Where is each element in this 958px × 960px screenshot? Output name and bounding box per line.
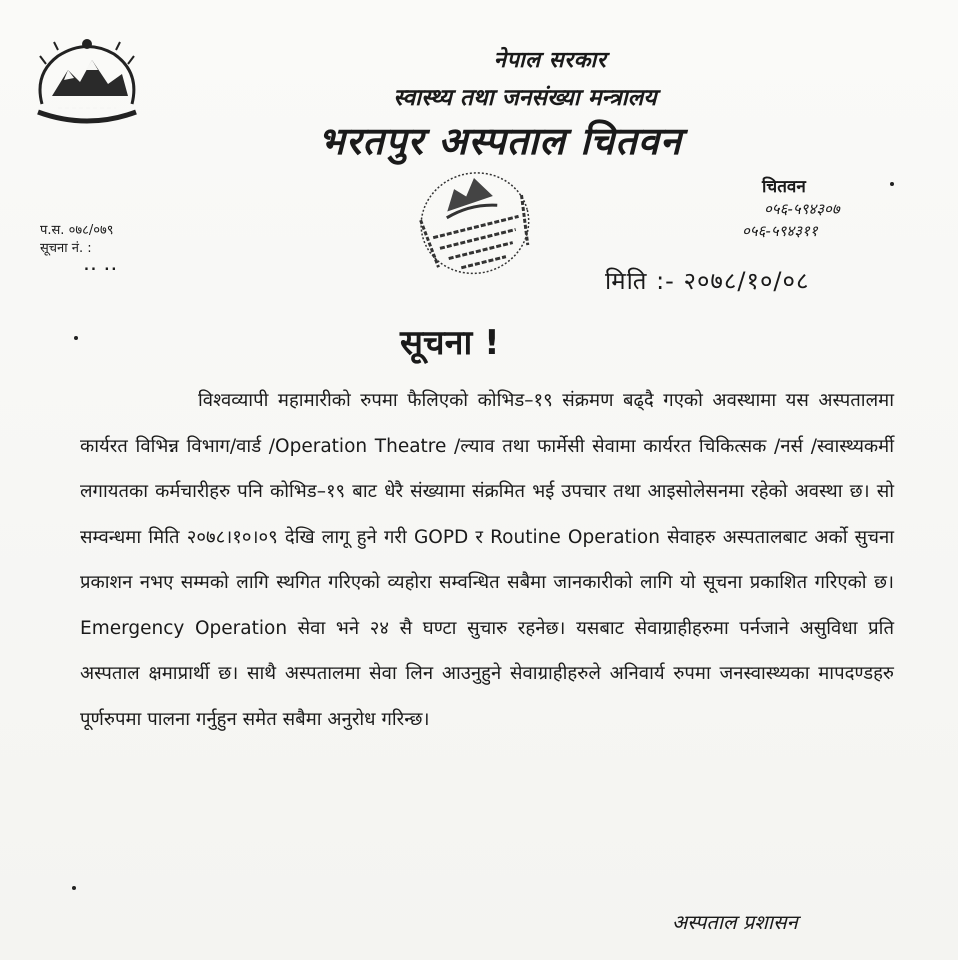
- notice-number-label: सूचना नं. :: [40, 241, 92, 256]
- nepal-emblem-logo: [28, 34, 146, 130]
- signature-office: अस्पताल प्रशासन: [672, 910, 798, 934]
- notice-number-value: .. ..: [84, 259, 119, 274]
- notice-title: सूचना !: [400, 323, 500, 363]
- scan-speck: [74, 336, 78, 340]
- phone-number-1: ०५६-५९४३०७: [764, 200, 840, 218]
- hospital-name: भरतपुर अस्पताल चितवन: [317, 119, 683, 163]
- letterhead: [260, 44, 780, 166]
- ministry-name: स्वास्थ्य तथा जनसंख्या मन्त्रालय: [393, 85, 657, 111]
- fiscal-year-ref: प.स. ०७८/०७९: [40, 223, 114, 238]
- government-name: नेपाल सरकार: [493, 48, 607, 73]
- scan-speck: [72, 886, 76, 890]
- phone-number-2: ०५६-५९४३११: [742, 222, 818, 240]
- contact-block: [742, 176, 840, 242]
- district-label: चितवन: [762, 177, 806, 197]
- notice-date: मिति :- २०७८/१०/०८: [605, 267, 810, 295]
- notice-body: विश्वव्यापी महामारीको रुपमा फैलिएको कोभिड–१९ संक्रमण बढ्दै गएको अवस्थामा यस अस्पतालमा कार्यरत विभिन्न विभाग/वार्ड /Operation Theatre /ल्याव तथा फार्मेसी सेवामा कार्यरत चिकित्सक /नर्स /स्वास्थ्यकर्मी लगायतका कर्मचारीहरु पनि कोभिड–१९ बाट धेरै संख्यामा संक्रमित भई उपचार तथा आइसोलेसनमा रहेको अवस्था छ। सो सम्वन्धमा मिति २०७८।१०।०९ देखि लागू हुने गरी GOPD र Routine Operation सेवाहरु अस्पतालबाट अर्को सुचना प्रकाशन नभए सम्मको लागि स्थगित गरिएको व्यहोरा सम्वन्धित सबैमा जानकारीको लागि यो सूचना प्रकाशित गरिएको छ। Emergency Operation सेवा भने २४ सै घण्टा सुचारु रहनेछ। यसबाट सेवाग्राहीहरुमा पर्नजाने असुविधा प्रति अस्पताल क्षमाप्रार्थी छ। साथै अस्पतालमा सेवा लिन आउनुहुने सेवाग्राहीहरुले अनिवार्य रुपमा जनस्वास्थ्यका मापदण्डहरु पूर्णरुपमा पालना गर्नुहुन समेत सबैमा अनुरोध गरिन्छ।: [80, 390, 894, 730]
- reference-block: [40, 222, 118, 276]
- hospital-seal-stamp: [402, 168, 542, 288]
- scan-speck: [890, 182, 894, 186]
